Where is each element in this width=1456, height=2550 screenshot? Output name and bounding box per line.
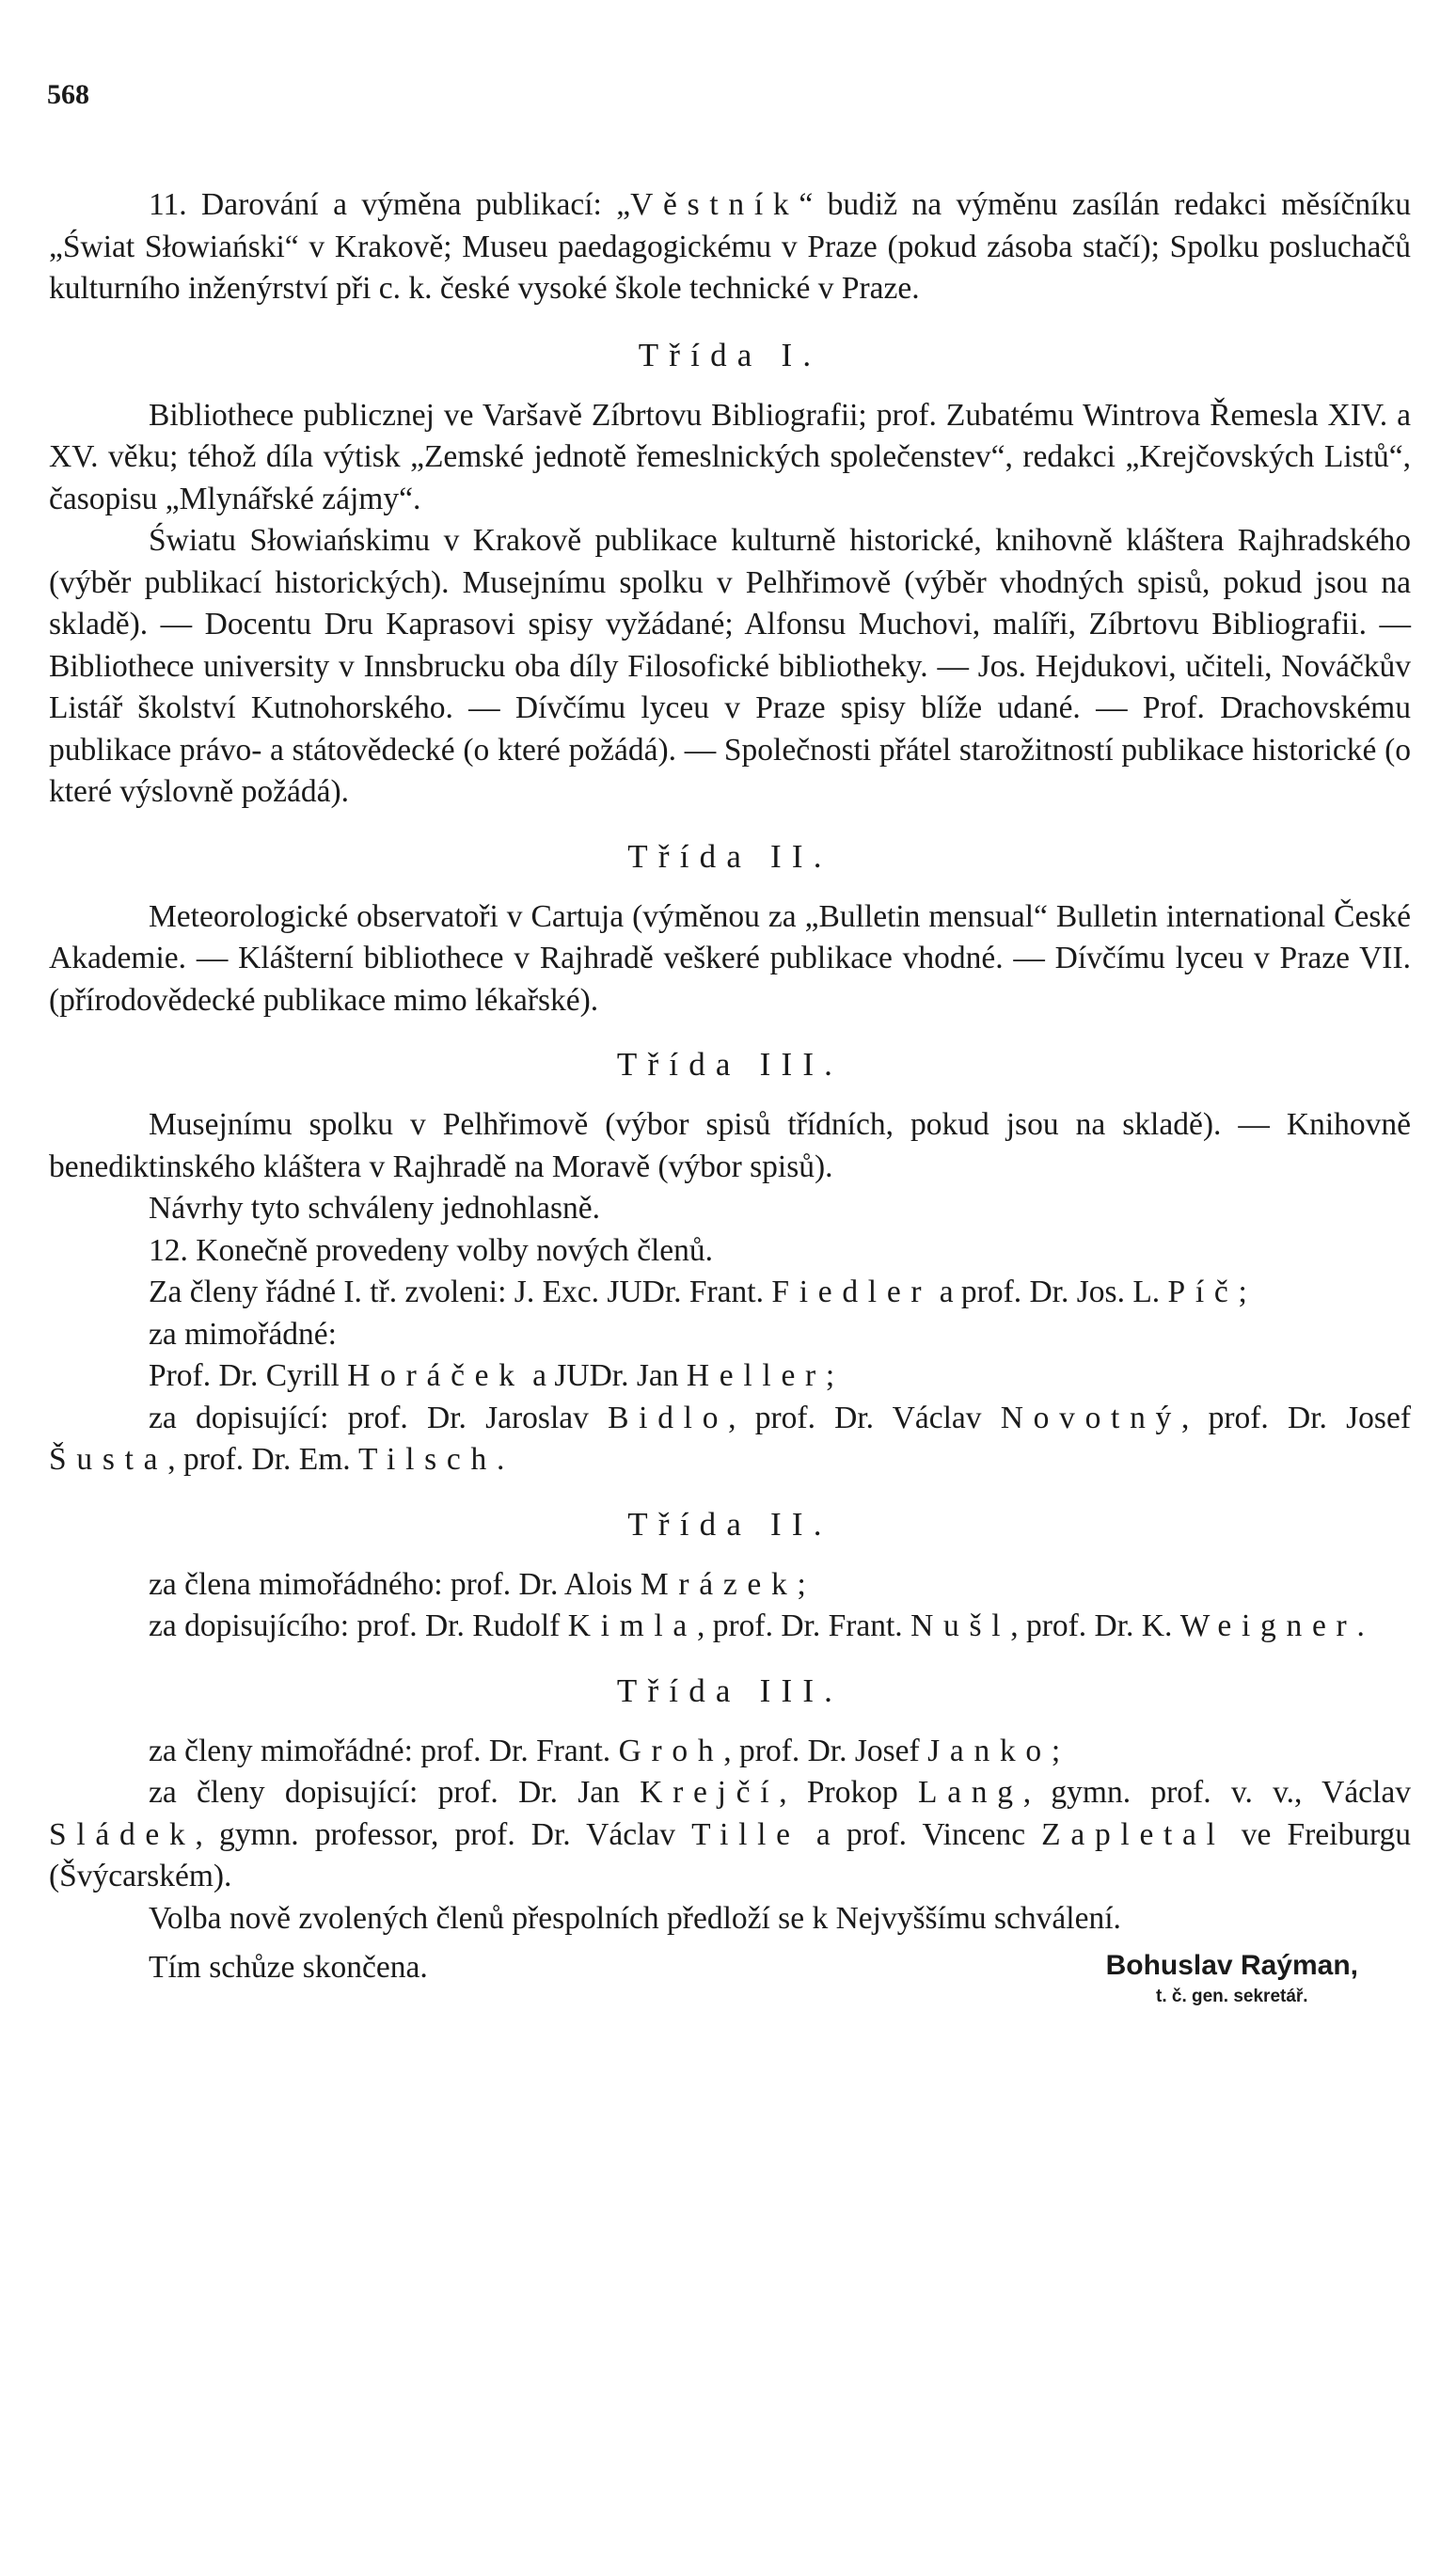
navrhy-schvaleny: Návrhy tyto schváleny jednohlasně. — [149, 1191, 601, 1226]
z3d-d: , gymn. professor, prof. Dr. Václav — [195, 1816, 692, 1852]
z3d-f: ve Freiburgu (Švýcarském). — [49, 1816, 1411, 1893]
trida-1-paragraph-a: Bibliothece publicznej ve Varšavě Zíbrtovu Bibliografii; prof. Zubatému Wintrova Řemesla XIV. a XV. věku; téhož díla výtisk „Zemské jednotě řemeslnických společenstev“, redakci „Krejčovských Listů“, časopisu „Mlynářské zájmy“. — [49, 397, 1411, 516]
signature-title: t. č. gen. sekretář. — [1156, 1987, 1308, 2006]
z1d-c: , prof. Dr. Josef — [1181, 1400, 1411, 1435]
z2d-a: za dopisujícího: prof. Dr. Rudolf — [149, 1608, 568, 1643]
trida-3-paragraph: Musejnímu spolku v Pelhřimově (výbor spisů třídních, pokud jsou na skladě). — Knihovně benediktinského kláštera v Rajhradě na Moravě (výbor spisů). — [49, 1107, 1411, 1184]
signature-block — [1106, 1947, 1358, 2009]
name-krejci: Krejčí — [640, 1775, 780, 1810]
name-mrazek: Mrázek — [640, 1566, 798, 1602]
z3m-a: za členy mimořádné: prof. Dr. Frant. — [149, 1733, 619, 1768]
z1m-a: Prof. Dr. Cyrill — [149, 1358, 348, 1393]
name-janko: Janko — [927, 1733, 1052, 1768]
signature-name: Bohuslav Raýman, — [1105, 1950, 1358, 1981]
p11-pre: 11. Darování a výměna publikací: „ — [149, 187, 631, 222]
trida-3-dopisujici — [49, 1772, 1411, 1898]
z2m-b: ; — [797, 1566, 806, 1602]
p11-post: “ budiž na výměnu zasílán redakci měsíčníku „Świat Słowiański“ v Krakově; Museu paedagogickému v Praze (pokud zásoba stačí); Spolku posluchačů kulturního inženýrství při c. k. české vysoké škole technické v Praze. — [49, 187, 1411, 306]
text-column — [49, 184, 1411, 2009]
trida-2-mimoradny — [49, 1564, 1411, 1607]
volba-schvaleni: Volba nově zvolených členů přespolních předloží se k Nejvyššímu schválení. — [149, 1900, 1121, 1936]
trida-2-paragraph: Meteorologické observatoři v Cartuja (výměnou za „Bulletin mensual“ Bulletin international České Akademie. — Klášterní bibliothece v Rajhradě veškeré publikace vhodné. — Dívčímu lyceu v Praze VII. (přírodovědecké publikace mimo lékařské). — [49, 898, 1411, 1018]
trida-3-mimoradni — [49, 1731, 1411, 1773]
trida-1-radni — [49, 1272, 1411, 1314]
name-bidlo: Bidlo — [608, 1400, 729, 1435]
z3m-b: , prof. Dr. Josef — [723, 1733, 928, 1768]
heading-trida-3-volby: Třída III. — [616, 1671, 844, 1709]
name-susta: Šusta — [49, 1442, 168, 1477]
paragraph-12: 12. Konečně provedeny volby nových členů. — [149, 1232, 714, 1268]
trida-1-dopisujici — [49, 1398, 1411, 1481]
name-lang: Lang — [918, 1775, 1023, 1810]
name-novotny: Novotný — [1000, 1400, 1182, 1435]
heading-trida-2-volby: Třída II. — [627, 1505, 832, 1543]
z1d-b: , prof. Dr. Václav — [728, 1400, 1001, 1435]
z1d-a: za dopisující: prof. Dr. Jaroslav — [149, 1400, 609, 1435]
z1m-b: a JUDr. Jan — [524, 1358, 687, 1393]
closing-row — [49, 1947, 1411, 2009]
z1d-e: . — [496, 1442, 505, 1477]
paragraph-11 — [49, 184, 1411, 310]
name-nusl: Nušl — [910, 1608, 1011, 1643]
z1-b: a prof. Dr. Jos. L. — [931, 1275, 1168, 1309]
z2m-a: za člena mimořádného: prof. Dr. Alois — [149, 1566, 641, 1602]
trida-2-dopisujici — [49, 1606, 1411, 1648]
name-horacek: Horáček — [347, 1358, 525, 1393]
vestnik-name: Věstník — [630, 187, 799, 222]
name-zapletal: Zapletal — [1041, 1816, 1226, 1852]
page-number: 568 — [47, 79, 89, 110]
name-fiedler: Fiedler — [771, 1275, 932, 1309]
z3d-b: , Prokop — [779, 1775, 919, 1810]
z2d-b: , prof. Dr. Frant. — [697, 1608, 911, 1643]
trida-1-mimoradni — [49, 1355, 1411, 1398]
heading-trida-2: Třída II. — [627, 837, 832, 875]
z3d-a: za členy dopisující: prof. Dr. Jan — [149, 1775, 641, 1810]
z1-a: Za členy řádné I. tř. zvoleni: J. Exc. JUDr. Frant. — [149, 1275, 772, 1309]
name-tilsch: Tilsch — [358, 1442, 497, 1477]
name-kimla: Kimla — [567, 1608, 698, 1643]
z1d-d: , prof. Dr. Em. — [167, 1442, 359, 1477]
name-groh: Groh — [618, 1733, 724, 1768]
trida-1-paragraph-b: Światu Słowiańskimu v Krakově publikace kulturně historické, knihovně kláštera Rajhradského (výběr publikací historických). Musejnímu spolku v Pelhřimově (výběr vhodných spisů, pokud jsou na skladě). — Docentu Dru Kaprasovi spisy vyžádané; Alfonsu Muchovi, malíři, Zíbrtovu Bibliografii. — Bibliothece university v Innsbrucku oba díly Filosofické bibliotheky. — Jos. Hejdukovi, učiteli, Nováčkův Listář školství Kutnohorského. — Dívčímu lyceu v Praze spisy blíže udané. — Prof. Drachovskému publikace právo- a státovědecké (o které požádá). — Společnosti přátel starožitností publikace historické (o které výslovně požádá). — [49, 523, 1411, 809]
heading-trida-1: Třída I. — [638, 336, 822, 373]
z2d-d: . — [1356, 1608, 1365, 1643]
z1m-c: ; — [825, 1358, 835, 1393]
z3d-e: a prof. Vincenc — [799, 1816, 1042, 1852]
name-sladek: Sládek — [49, 1816, 196, 1852]
name-pic: Píč — [1167, 1275, 1239, 1309]
z2d-c: , prof. Dr. K. — [1010, 1608, 1180, 1643]
closing-sentence: Tím schůze skončena. — [149, 1950, 428, 1985]
z3m-c: ; — [1051, 1733, 1061, 1768]
heading-trida-3: Třída III. — [616, 1046, 844, 1083]
z3d-c: , gymn. prof. v. v., Václav — [1022, 1775, 1411, 1810]
trida-1-mimoradni-label: za mimořádné: — [149, 1316, 337, 1352]
name-weigner: Weigner — [1179, 1608, 1357, 1643]
name-tille: Tille — [691, 1816, 800, 1852]
name-heller: Heller — [686, 1358, 826, 1393]
z1-c: ; — [1238, 1275, 1247, 1309]
